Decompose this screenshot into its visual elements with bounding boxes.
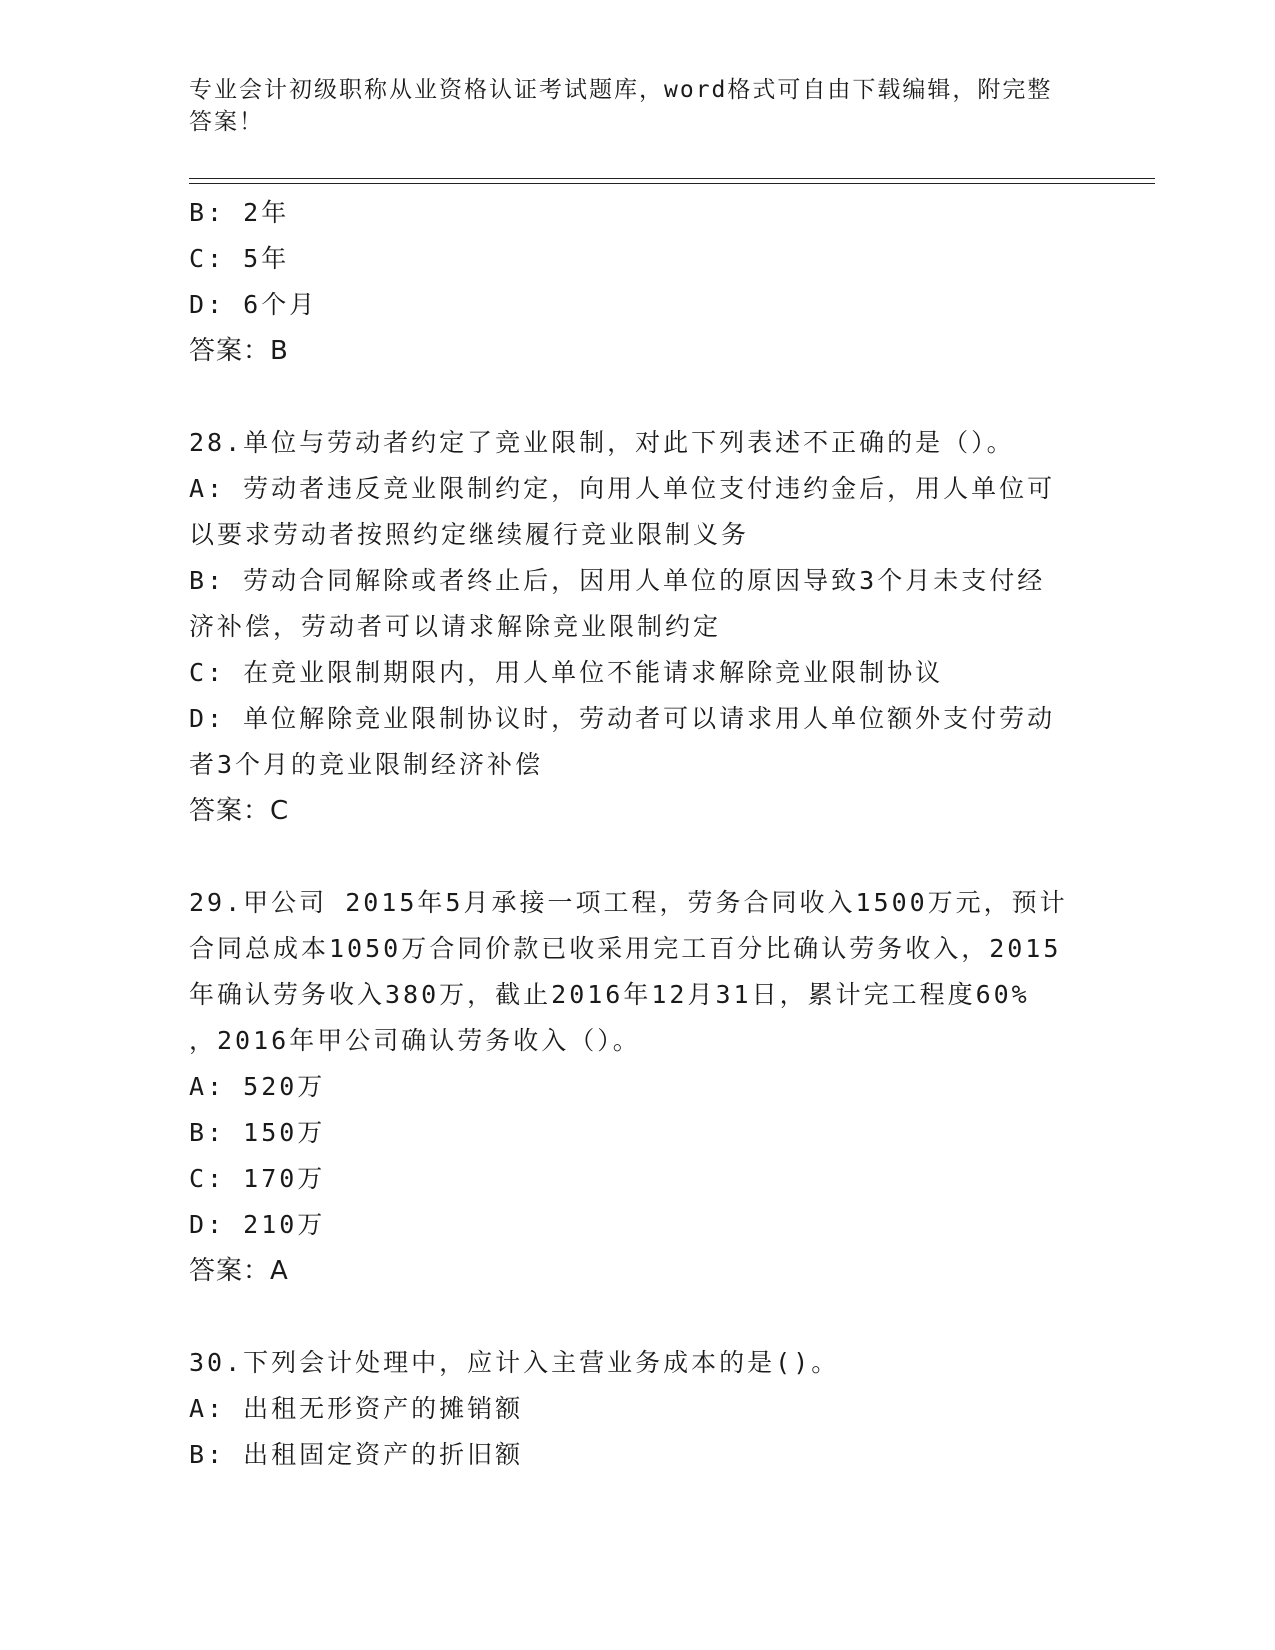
q29-option-a: A: 520万 — [189, 1072, 326, 1101]
q28-option-a-line2: 以要求劳动者按照约定继续履行竞业限制义务 — [189, 520, 750, 549]
q28-option-c: C: 在竞业限制期限内，用人单位不能请求解除竞业限制协议 — [189, 658, 944, 687]
q29-option-b: B: 150万 — [189, 1118, 326, 1147]
q28-option-d-line2: 者3个月的竞业限制经济补偿 — [189, 750, 544, 779]
q28-option-b-line2: 济补偿，劳动者可以请求解除竞业限制约定 — [189, 612, 722, 641]
q28-option-d-line1: D: 单位解除竞业限制协议时，劳动者可以请求用人单位额外支付劳动 — [189, 704, 1056, 733]
q28-answer: 答案：C — [189, 796, 290, 826]
q30-stem: 30.下列会计处理中，应计入主营业务成本的是()。 — [189, 1348, 840, 1377]
q29-option-d: D: 210万 — [189, 1210, 326, 1239]
prev-answer: 答案：B — [189, 336, 289, 366]
prev-option-c: C: 5年 — [189, 244, 290, 273]
prev-option-b: B: 2年 — [189, 198, 290, 227]
q29-stem-line3: 年确认劳务收入380万，截止2016年12月31日，累计完工程度60% — [189, 980, 1030, 1009]
q30-option-a: A: 出租无形资产的摊销额 — [189, 1394, 524, 1423]
question-spacer — [189, 834, 1089, 880]
q30-option-b: B: 出租固定资产的折旧额 — [189, 1440, 524, 1469]
q29-stem-line2: 合同总成本1050万合同价款已收采用完工百分比确认劳务收入，2015 — [189, 934, 1062, 963]
question-spacer — [189, 374, 1089, 420]
q29-stem-line1: 29.甲公司 2015年5月承接一项工程，劳务合同收入1500万元，预计 — [189, 888, 1068, 917]
q28-stem: 28.单位与劳动者约定了竞业限制，对此下列表述不正确的是（）。 — [189, 428, 1015, 457]
q29-stem-line4: ，2016年甲公司确认劳务收入（）。 — [189, 1026, 641, 1055]
q29-answer: 答案：A — [189, 1256, 289, 1286]
prev-option-d: D: 6个月 — [189, 290, 318, 319]
question-list — [189, 190, 1089, 1478]
header-divider — [189, 178, 1155, 184]
q28-option-a-line1: A: 劳动者违反竞业限制约定，向用人单位支付违约金后，用人单位可 — [189, 474, 1056, 503]
q29-option-c: C: 170万 — [189, 1164, 326, 1193]
document-header-intro: 专业会计初级职称从业资格认证考试题库，word格式可自由下载编辑，附完整答案！ — [189, 77, 1053, 135]
question-spacer — [189, 1294, 1089, 1340]
q28-option-b-line1: B: 劳动合同解除或者终止后，因用人单位的原因导致3个月未支付经 — [189, 566, 1046, 595]
